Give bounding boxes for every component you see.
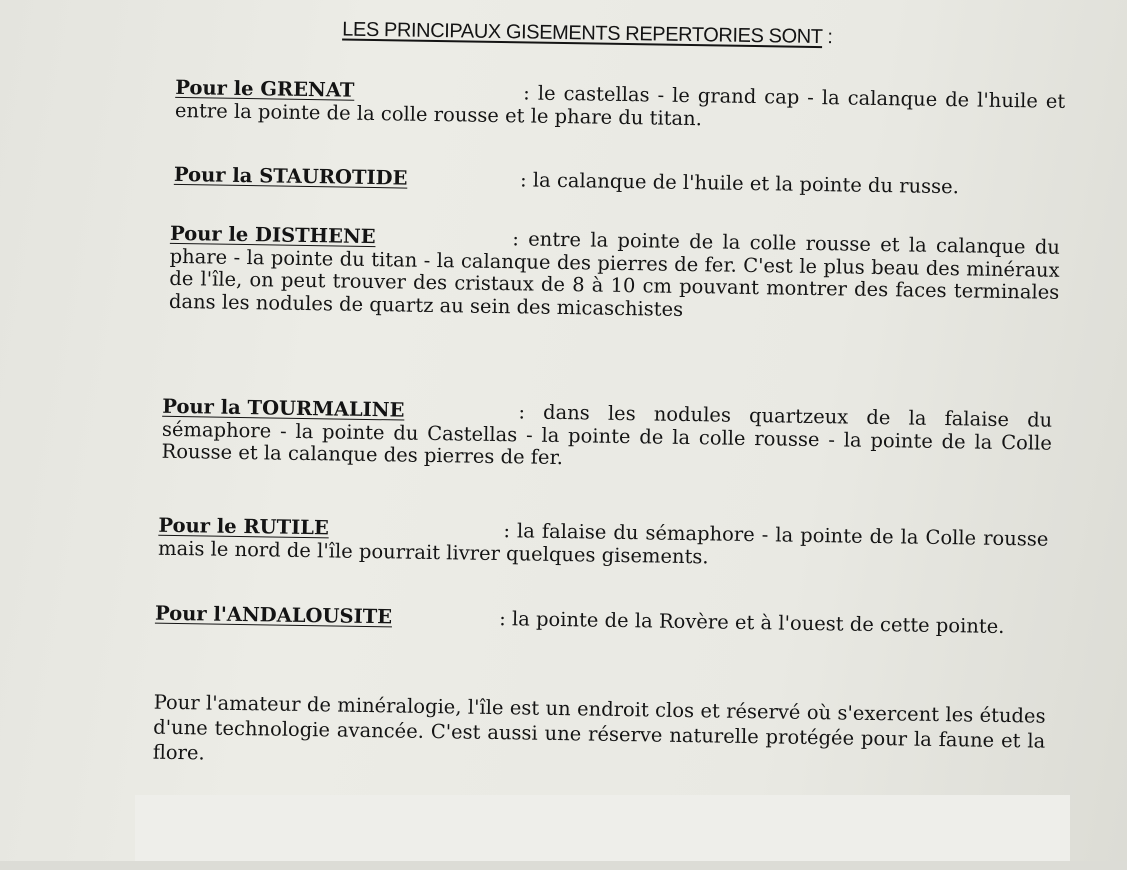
entry-text: : entre la pointe de la colle rousse et la calanque du phare - la pointe du titan - la calanque des pierres de fer. C'est le plus beau des minéraux de l'île, on peut trouver des cristaux de 8 à 10 cm pouvant montrer des faces terminales dans les nodules de quartz au sein des micaschistes xyxy=(168,227,1061,321)
entry-text: : la pointe de la Rovère et à l'ouest de cette pointe. xyxy=(499,607,1005,639)
entry-disthene xyxy=(169,223,1060,327)
entry-grenat xyxy=(175,77,1066,136)
entry-text: : dans les nodules quartzeux de la falaise du sémaphore - la pointe du Castellas - la pointe de la colle rousse - la pointe de la Colle Rousse et la calanque des pierres de fer. xyxy=(161,400,1053,470)
entry-tourmaline xyxy=(161,396,1052,477)
entry-label: Pour le DISTHENE xyxy=(169,221,376,249)
page-title-suffix: : xyxy=(827,26,833,49)
entry-text: : le castellas - le grand cap - la calanque de l'huile et entre la pointe de la colle rousse et le phare du titan. xyxy=(174,81,1066,130)
entry-label: Pour la TOURMALINE xyxy=(162,394,405,422)
entry-staurotide xyxy=(174,164,1064,200)
entry-label: Pour l'ANDALOUSITE xyxy=(154,601,393,629)
page-title-text: LES PRINCIPAUX GISEMENTS REPERTORIES SONT xyxy=(342,18,823,49)
entry-andalousite xyxy=(155,603,1045,639)
entry-rutile xyxy=(158,515,1049,574)
page-title xyxy=(342,19,833,50)
entry-label: Pour le GRENAT xyxy=(175,75,355,102)
entry-label: Pour la STAUROTIDE xyxy=(173,162,408,190)
closing-paragraph: Pour l'amateur de minéralogie, l'île est un endroit clos et réservé où s'exercent les études d'une technologie avancée. C'est aussi une réserve naturelle protégée pour la faune et la flore. xyxy=(152,690,1046,765)
entry-text: : la calanque de l'huile et la pointe du russe. xyxy=(519,168,960,199)
entry-text: : la falaise du sémaphore - la pointe de la Colle rousse mais le nord de l'île pourrait livrer quelques gisements. xyxy=(157,519,1049,568)
entry-label: Pour le RUTILE xyxy=(158,513,330,540)
